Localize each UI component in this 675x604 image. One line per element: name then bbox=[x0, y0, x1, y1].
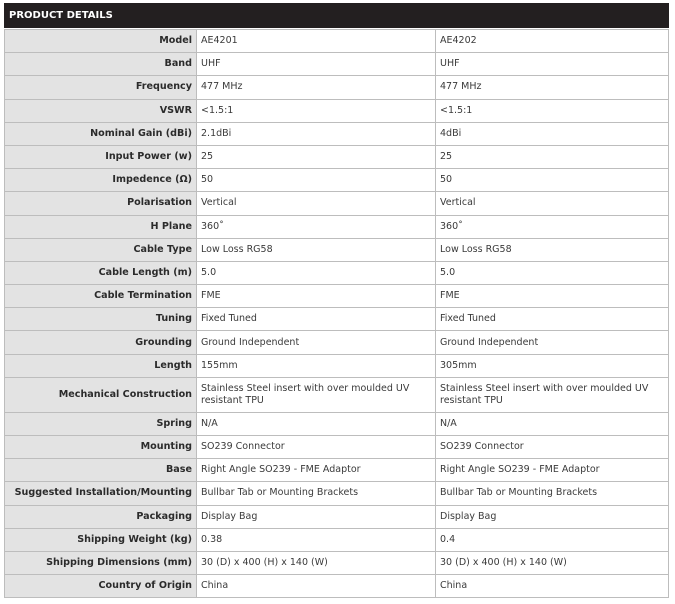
spec-label: Base bbox=[5, 459, 197, 482]
spec-value-ae4202: 25 bbox=[436, 145, 669, 168]
spec-row bbox=[5, 354, 669, 377]
spec-row bbox=[5, 575, 669, 598]
spec-label: Country of Origin bbox=[5, 575, 197, 598]
spec-value-ae4201: 25 bbox=[197, 145, 436, 168]
spec-value-ae4202: Display Bag bbox=[436, 505, 669, 528]
spec-value-ae4201: 50 bbox=[197, 169, 436, 192]
spec-row bbox=[5, 238, 669, 261]
spec-row bbox=[5, 436, 669, 459]
spec-value-ae4201: <1.5:1 bbox=[197, 99, 436, 122]
spec-value-ae4202: 5.0 bbox=[436, 261, 669, 284]
spec-row bbox=[5, 459, 669, 482]
spec-value-ae4201: SO239 Connector bbox=[197, 436, 436, 459]
spec-value-ae4201: Bullbar Tab or Mounting Brackets bbox=[197, 482, 436, 505]
spec-row bbox=[5, 53, 669, 76]
spec-label: Cable Termination bbox=[5, 285, 197, 308]
spec-label: Tuning bbox=[5, 308, 197, 331]
spec-value-ae4201: 155mm bbox=[197, 354, 436, 377]
spec-value-ae4201: Stainless Steel insert with over moulded UV resistant TPU bbox=[197, 377, 436, 412]
spec-label: Frequency bbox=[5, 76, 197, 99]
spec-label: VSWR bbox=[5, 99, 197, 122]
spec-label: Shipping Dimensions (mm) bbox=[5, 551, 197, 574]
spec-value-ae4202: 30 (D) x 400 (H) x 140 (W) bbox=[436, 551, 669, 574]
spec-label: Cable Type bbox=[5, 238, 197, 261]
spec-row bbox=[5, 528, 669, 551]
spec-label: Packaging bbox=[5, 505, 197, 528]
spec-value-ae4201: 0.38 bbox=[197, 528, 436, 551]
product-details-panel bbox=[4, 3, 669, 598]
spec-row bbox=[5, 551, 669, 574]
spec-value-ae4201: 5.0 bbox=[197, 261, 436, 284]
spec-row bbox=[5, 285, 669, 308]
spec-label: Band bbox=[5, 53, 197, 76]
section-title: PRODUCT DETAILS bbox=[4, 3, 669, 28]
spec-value-ae4201: 360˚ bbox=[197, 215, 436, 238]
spec-label: Input Power (w) bbox=[5, 145, 197, 168]
spec-row bbox=[5, 122, 669, 145]
spec-row bbox=[5, 331, 669, 354]
spec-label: Grounding bbox=[5, 331, 197, 354]
spec-value-ae4201: China bbox=[197, 575, 436, 598]
spec-row bbox=[5, 377, 669, 412]
spec-value-ae4202: SO239 Connector bbox=[436, 436, 669, 459]
spec-value-ae4201: N/A bbox=[197, 412, 436, 435]
spec-value-ae4201: 30 (D) x 400 (H) x 140 (W) bbox=[197, 551, 436, 574]
spec-value-ae4201: 477 MHz bbox=[197, 76, 436, 99]
spec-value-ae4201: Low Loss RG58 bbox=[197, 238, 436, 261]
spec-label: Impedence (Ω) bbox=[5, 169, 197, 192]
spec-value-ae4202: Fixed Tuned bbox=[436, 308, 669, 331]
spec-value-ae4201: Ground Independent bbox=[197, 331, 436, 354]
spec-value-ae4201: Display Bag bbox=[197, 505, 436, 528]
spec-row bbox=[5, 99, 669, 122]
spec-value-ae4202: Stainless Steel insert with over moulded UV resistant TPU bbox=[436, 377, 669, 412]
spec-value-ae4202: Right Angle SO239 - FME Adaptor bbox=[436, 459, 669, 482]
spec-value-ae4202: Vertical bbox=[436, 192, 669, 215]
spec-label: Suggested Installation/Mounting bbox=[5, 482, 197, 505]
spec-value-ae4201: 2.1dBi bbox=[197, 122, 436, 145]
spec-value-ae4202: UHF bbox=[436, 53, 669, 76]
spec-value-ae4201: AE4201 bbox=[197, 30, 436, 53]
spec-row bbox=[5, 505, 669, 528]
spec-row bbox=[5, 169, 669, 192]
spec-value-ae4202: China bbox=[436, 575, 669, 598]
spec-value-ae4201: Fixed Tuned bbox=[197, 308, 436, 331]
spec-value-ae4202: 4dBi bbox=[436, 122, 669, 145]
spec-label: Mounting bbox=[5, 436, 197, 459]
spec-value-ae4202: 305mm bbox=[436, 354, 669, 377]
spec-value-ae4201: Right Angle SO239 - FME Adaptor bbox=[197, 459, 436, 482]
spec-value-ae4202: FME bbox=[436, 285, 669, 308]
spec-label: Shipping Weight (kg) bbox=[5, 528, 197, 551]
spec-row bbox=[5, 308, 669, 331]
spec-row bbox=[5, 215, 669, 238]
spec-value-ae4202: N/A bbox=[436, 412, 669, 435]
spec-value-ae4202: 50 bbox=[436, 169, 669, 192]
spec-label: Spring bbox=[5, 412, 197, 435]
spec-value-ae4202: AE4202 bbox=[436, 30, 669, 53]
spec-row bbox=[5, 192, 669, 215]
spec-label: Model bbox=[5, 30, 197, 53]
spec-row bbox=[5, 412, 669, 435]
spec-row bbox=[5, 30, 669, 53]
spec-value-ae4202: Bullbar Tab or Mounting Brackets bbox=[436, 482, 669, 505]
spec-value-ae4202: Ground Independent bbox=[436, 331, 669, 354]
spec-row bbox=[5, 145, 669, 168]
spec-row bbox=[5, 76, 669, 99]
spec-value-ae4202: 477 MHz bbox=[436, 76, 669, 99]
spec-label: Length bbox=[5, 354, 197, 377]
spec-value-ae4202: <1.5:1 bbox=[436, 99, 669, 122]
specs-table-body bbox=[5, 30, 669, 598]
spec-row bbox=[5, 261, 669, 284]
product-specs-table bbox=[4, 29, 669, 598]
spec-row bbox=[5, 482, 669, 505]
spec-label: Mechanical Construction bbox=[5, 377, 197, 412]
spec-label: H Plane bbox=[5, 215, 197, 238]
spec-value-ae4202: 360˚ bbox=[436, 215, 669, 238]
spec-label: Cable Length (m) bbox=[5, 261, 197, 284]
spec-value-ae4201: UHF bbox=[197, 53, 436, 76]
spec-label: Polarisation bbox=[5, 192, 197, 215]
spec-value-ae4202: Low Loss RG58 bbox=[436, 238, 669, 261]
spec-value-ae4202: 0.4 bbox=[436, 528, 669, 551]
spec-value-ae4201: Vertical bbox=[197, 192, 436, 215]
spec-label: Nominal Gain (dBi) bbox=[5, 122, 197, 145]
spec-value-ae4201: FME bbox=[197, 285, 436, 308]
